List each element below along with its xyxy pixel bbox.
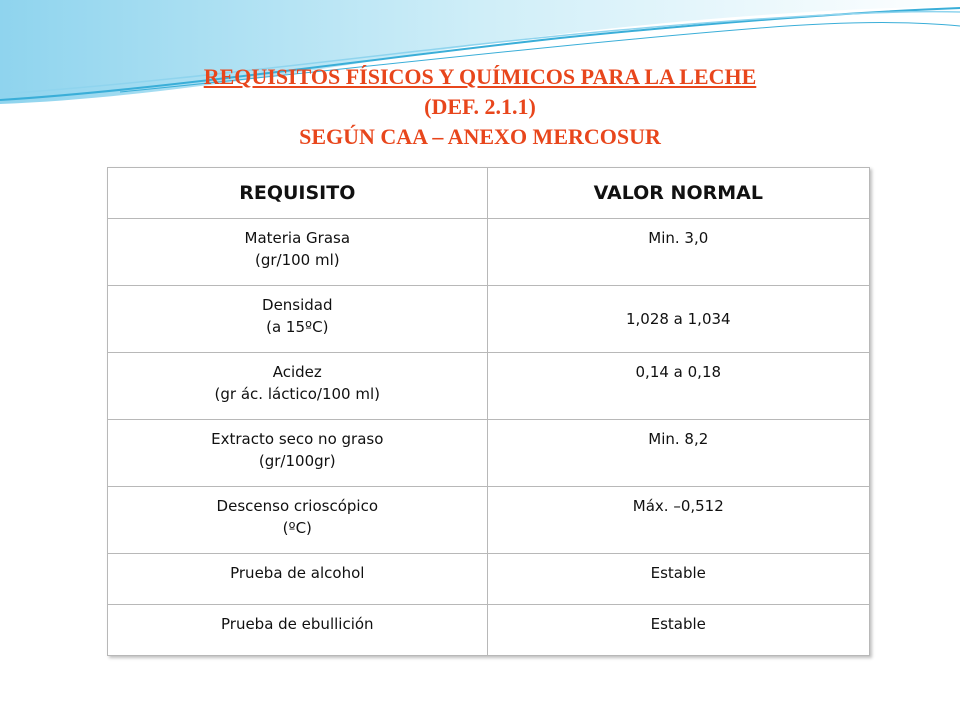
valor-cell xyxy=(487,286,869,353)
requisito-cell xyxy=(108,286,488,353)
requisito-unit: (gr ác. láctico/100 ml) xyxy=(214,385,380,403)
requisito-name: Densidad xyxy=(262,296,333,314)
requisito-cell xyxy=(108,554,488,605)
requisito-name: Prueba de ebullición xyxy=(221,615,374,633)
valor-text: Estable xyxy=(650,564,706,582)
valor-cell xyxy=(487,353,869,420)
table-row xyxy=(108,487,870,554)
valor-text: Min. 8,2 xyxy=(648,430,709,448)
valor-cell xyxy=(487,554,869,605)
table-row xyxy=(108,554,870,605)
valor-cell xyxy=(487,487,869,554)
valor-cell xyxy=(487,605,869,656)
valor-text: Min. 3,0 xyxy=(648,229,709,247)
requisito-unit: (ºC) xyxy=(282,519,312,537)
requisito-cell xyxy=(108,420,488,487)
requisito-unit: (gr/100gr) xyxy=(258,452,336,470)
requisito-name: Extracto seco no graso xyxy=(211,430,384,448)
valor-text: 1,028 a 1,034 xyxy=(625,310,731,328)
header-requisito: REQUISITO xyxy=(108,168,488,219)
requisito-name: Materia Grasa xyxy=(244,229,351,247)
table-row xyxy=(108,286,870,353)
valor-text: 0,14 a 0,18 xyxy=(635,363,722,381)
title-line-main: REQUISITOS FÍSICOS Y QUÍMICOS PARA LA LECHE xyxy=(203,64,757,89)
table-header-row xyxy=(108,168,870,219)
table-row xyxy=(108,605,870,656)
table-row xyxy=(108,219,870,286)
requirements-table xyxy=(107,167,870,656)
requisito-cell xyxy=(108,219,488,286)
title-line-definition: (DEF. 2.1.1) xyxy=(424,94,536,119)
valor-text: Estable xyxy=(650,615,706,633)
requisito-name: Prueba de alcohol xyxy=(230,564,365,582)
requisito-unit: (gr/100 ml) xyxy=(254,251,340,269)
title-line-source: SEGÚN CAA – ANEXO MERCOSUR xyxy=(299,124,661,149)
requisito-name: Acidez xyxy=(272,363,322,381)
requisito-name: Descenso crioscópico xyxy=(216,497,378,515)
table-row xyxy=(108,353,870,420)
requisito-cell xyxy=(108,605,488,656)
valor-text: Máx. –0,512 xyxy=(632,497,724,515)
requisito-cell xyxy=(108,353,488,420)
valor-cell xyxy=(487,420,869,487)
requisito-cell xyxy=(108,487,488,554)
slide-title xyxy=(0,62,960,152)
table-row xyxy=(108,420,870,487)
valor-cell xyxy=(487,219,869,286)
requisito-unit: (a 15ºC) xyxy=(266,318,329,336)
header-valor-normal: VALOR NORMAL xyxy=(487,168,869,219)
